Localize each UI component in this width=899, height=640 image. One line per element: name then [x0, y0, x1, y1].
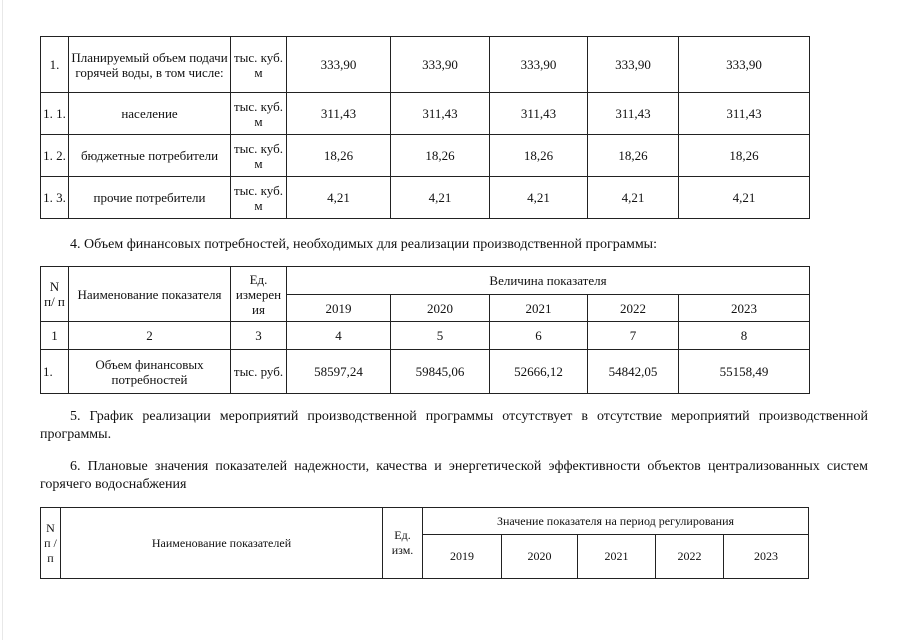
value-cell: 18,26 [588, 135, 679, 177]
table-row [41, 93, 810, 135]
header-value-group: Значение показателя на период регулирования [423, 508, 809, 535]
table-header-row [41, 267, 810, 295]
value-cell: 333,90 [490, 37, 588, 93]
value-cell: 311,43 [490, 93, 588, 135]
value-cell: 18,26 [287, 135, 391, 177]
header-value-group: Величина показателя [287, 267, 810, 295]
table-row [41, 350, 810, 394]
row-unit: тыс. куб. м [231, 37, 287, 93]
value-cell: 18,26 [490, 135, 588, 177]
header-year: 2019 [287, 295, 391, 322]
table-row [41, 37, 810, 93]
financial-needs-table [40, 266, 810, 394]
index-cell: 4 [287, 322, 391, 350]
value-cell: 333,90 [588, 37, 679, 93]
index-cell: 1 [41, 322, 69, 350]
value-cell: 311,43 [287, 93, 391, 135]
value-cell: 4,21 [287, 177, 391, 219]
indicators-table [40, 507, 809, 579]
row-unit: тыс. куб. м [231, 177, 287, 219]
value-cell: 18,26 [391, 135, 490, 177]
header-year: 2021 [490, 295, 588, 322]
table-header-row [41, 508, 809, 535]
header-year: 2022 [656, 535, 724, 579]
row-unit: тыс. руб. [231, 350, 287, 394]
table-row [41, 135, 810, 177]
value-cell: 4,21 [588, 177, 679, 219]
index-cell: 6 [490, 322, 588, 350]
row-name: бюджетные потребители [69, 135, 231, 177]
row-name: Объем финансовых потребностей [69, 350, 231, 394]
value-cell: 59845,06 [391, 350, 490, 394]
value-cell: 311,43 [679, 93, 810, 135]
value-cell: 4,21 [490, 177, 588, 219]
row-number: 1. [41, 37, 69, 93]
row-unit: тыс. куб. м [231, 93, 287, 135]
table-index-row [41, 322, 810, 350]
row-number: 1. 3. [41, 177, 69, 219]
value-cell: 311,43 [391, 93, 490, 135]
index-cell: 3 [231, 322, 287, 350]
header-year: 2023 [679, 295, 810, 322]
value-cell: 333,90 [679, 37, 810, 93]
section-4-heading: 4. Объем финансовых потребностей, необходимых для реализации производственной программы: [70, 237, 657, 252]
value-cell: 55158,49 [679, 350, 810, 394]
row-number: 1. 1. [41, 93, 69, 135]
value-cell: 311,43 [588, 93, 679, 135]
row-name: прочие потребители [69, 177, 231, 219]
header-unit: Ед. измерен ия [231, 267, 287, 322]
value-cell: 333,90 [287, 37, 391, 93]
table-row [41, 177, 810, 219]
header-year: 2023 [724, 535, 809, 579]
hot-water-supply-volume-table [40, 36, 810, 219]
section-5-text: 5. График реализации мероприятий производственной программы отсутствует в отсутствие мероприятий производственной программы. [40, 409, 868, 442]
header-num: N п / п [41, 508, 61, 579]
header-num: N п/ п [41, 267, 69, 322]
value-cell: 52666,12 [490, 350, 588, 394]
index-cell: 5 [391, 322, 490, 350]
row-number: 1. [41, 350, 69, 394]
header-year: 2022 [588, 295, 679, 322]
row-name: Планируемый объем подачи горячей воды, в том числе: [69, 37, 231, 93]
header-year: 2020 [502, 535, 578, 579]
scan-edge-line [2, 0, 3, 640]
value-cell: 4,21 [679, 177, 810, 219]
value-cell: 18,26 [679, 135, 810, 177]
header-name: Наименование показателей [61, 508, 383, 579]
header-name: Наименование показателя [69, 267, 231, 322]
row-unit: тыс. куб. м [231, 135, 287, 177]
index-cell: 8 [679, 322, 810, 350]
value-cell: 54842,05 [588, 350, 679, 394]
header-unit: Ед. изм. [383, 508, 423, 579]
header-year: 2020 [391, 295, 490, 322]
value-cell: 4,21 [391, 177, 490, 219]
value-cell: 333,90 [391, 37, 490, 93]
index-cell: 2 [69, 322, 231, 350]
header-year: 2019 [423, 535, 502, 579]
row-number: 1. 2. [41, 135, 69, 177]
row-name: население [69, 93, 231, 135]
index-cell: 7 [588, 322, 679, 350]
header-year: 2021 [578, 535, 656, 579]
section-6-text: 6. Плановые значения показателей надежности, качества и энергетической эффективности объектов централизованных систем горячего водоснабжения [40, 459, 868, 492]
value-cell: 58597,24 [287, 350, 391, 394]
